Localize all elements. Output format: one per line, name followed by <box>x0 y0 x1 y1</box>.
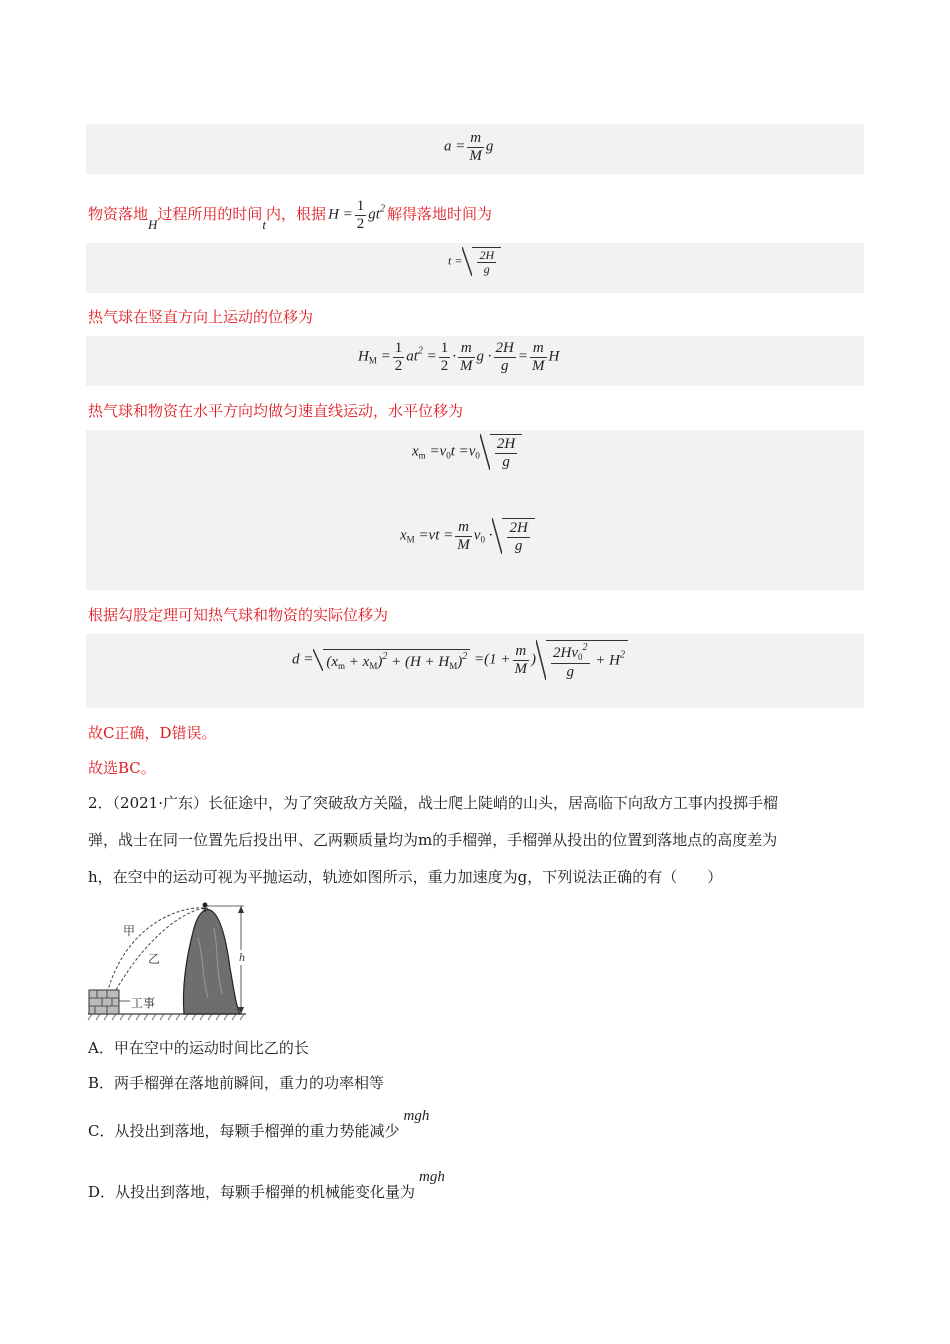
formula-acceleration: a = $\frac{m}{M}$ g <box>444 130 494 164</box>
question-2-line1 <box>88 792 778 813</box>
option-b-letter: B． <box>88 1074 115 1092</box>
figure-label-h: h <box>239 950 245 964</box>
text-fall-time-mid2: 内，根据 <box>266 205 327 223</box>
text-horizontal-displacement: 热气球和物资在水平方向均做匀速直线运动，水平位移为 <box>88 402 464 420</box>
option-d-letter: D． <box>88 1183 116 1201</box>
text-conclusion-choice: 故选BC。 <box>88 759 156 777</box>
text-fall-time-mid: 过程所用的时间 <box>157 205 263 223</box>
option-c-letter: C． <box>88 1122 115 1140</box>
var-H: H <box>148 217 158 232</box>
var-t: t <box>262 217 267 232</box>
question-number: 2． <box>88 794 113 812</box>
ground-hatch <box>88 1014 244 1020</box>
option-a-letter: A． <box>88 1039 114 1057</box>
formula-box-horizontal <box>86 430 864 590</box>
question-2-line3: h，在空中的运动可视为平抛运动，轨迹如图所示，重力加速度为g，下列说法正确的有（ ） <box>88 868 723 886</box>
formula-box-vertical <box>86 336 864 386</box>
figure-label-yi: 乙 <box>148 952 161 966</box>
figure-svg <box>86 898 252 1026</box>
question-figure <box>86 898 252 1026</box>
formula-free-fall: H = $\frac{1}{2}$ $gt^2$ <box>328 198 385 232</box>
formula-horizontal-xM: $x_M =vt$ = $\frac{m}{M}$ $v_0$ · $\frac{2H}{g}$ <box>400 518 535 554</box>
option-a-text: 甲在空中的运动时间比乙的长 <box>113 1039 309 1057</box>
figure-label-jia: 甲 <box>123 924 136 938</box>
text-conclusion-cd: 故C正确，D错误。 <box>88 724 217 742</box>
mountain-shape <box>183 910 240 1014</box>
option-d[interactable] <box>88 1169 445 1202</box>
option-b[interactable] <box>88 1072 384 1093</box>
question-text-line1: （2021·广东）长征途中，为了突破敌方关隘，战士爬上陡峭的山头，居高临下向敌方工事内投掷手榴 <box>112 794 778 812</box>
figure-label-gongshi: 工事 <box>131 996 156 1010</box>
formula-box-acceleration <box>86 124 864 174</box>
option-c-formula: mgh <box>403 1108 430 1124</box>
formula-box-time <box>86 243 864 293</box>
formula-horizontal-xm: $x_m =v_0t =v_0$ $\frac{2H}{g}$ <box>412 434 522 470</box>
formula-vertical-displacement: $H_M$ = $\frac{1}{2}$ $at^2$ = $\frac{1}{2}$ · $\frac{m}{M}$ g · $\frac{2H}{g}$ = $\frac{m}{M}$ H <box>358 340 560 374</box>
text-pythagoras: 根据勾股定理可知热气球和物资的实际位移为 <box>88 606 389 624</box>
text-fall-time-line <box>88 198 492 232</box>
option-c-text: 从投出到落地，每颗手榴弹的重力势能减少 <box>114 1122 400 1140</box>
option-c[interactable] <box>88 1108 430 1141</box>
formula-box-distance <box>86 634 864 708</box>
question-2-line2: 弹，战士在同一位置先后投出甲、乙两颗质量均为m的手榴弹，手榴弹从投出的位置到落地点的高度差为 <box>88 831 778 849</box>
text-fall-time-post: 解得落地时间为 <box>386 205 492 223</box>
option-d-text: 从投出到落地，每颗手榴弹的机械能变化量为 <box>115 1183 416 1201</box>
formula-distance: $d = (x_m + x_M)^2 + (H + H_M)^2 =(1$ + $\frac{m}{M}$ ) $\frac{2Hv_0^2}{g}$ + $H^2$ <box>292 640 628 680</box>
option-d-formula: mgh <box>419 1169 445 1185</box>
text-vertical-displacement: 热气球在竖直方向上运动的位移为 <box>88 308 314 326</box>
option-a[interactable] <box>88 1037 309 1058</box>
option-b-text: 两手榴弹在落地前瞬间，重力的功率相等 <box>114 1074 385 1092</box>
formula-time: t = $\frac{2H}{g}$ <box>448 247 501 276</box>
bunker-icon <box>89 990 119 1014</box>
text-fall-time-pre: 物资落地 <box>88 205 149 223</box>
